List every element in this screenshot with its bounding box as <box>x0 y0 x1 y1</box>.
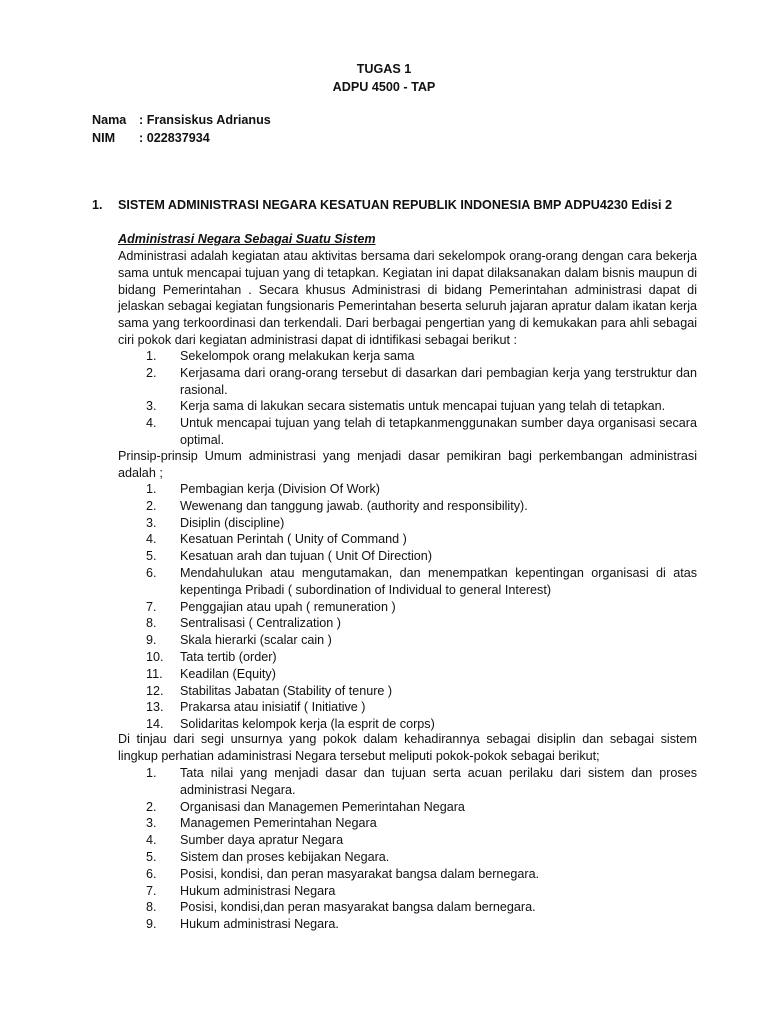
list-item-number: 12. <box>146 683 164 698</box>
list-item-text: Sistem dan proses kebijakan Negara. <box>180 849 390 864</box>
list-item <box>118 531 697 548</box>
list-item <box>118 699 697 716</box>
list-item <box>118 415 697 449</box>
list-item-number: 3. <box>146 515 157 530</box>
unsur-intro: Di tinjau dari segi unsurnya yang pokok dalam kehadirannya sebagai disiplin dan sebagai sistem lingkup perhatian adaministrasi Negara tersebut meliputi pokok-pokok sebagai berikut; <box>118 732 697 763</box>
list-item <box>118 899 697 916</box>
list-item <box>118 815 697 832</box>
list-item-number: 1. <box>146 766 157 780</box>
list-item-text: Organisasi dan Managemen Pemerintahan Negara <box>180 799 465 814</box>
list-item <box>118 916 697 933</box>
list-item-text: Pembagian kerja (Division Of Work) <box>180 482 380 496</box>
list-item-number: 7. <box>146 599 157 614</box>
list-item-number: 10. <box>146 649 164 664</box>
list-item <box>118 365 697 399</box>
list-item-text: Tata tertib (order) <box>180 649 277 664</box>
list-item-number: 4. <box>146 833 157 848</box>
list-item-number: 4. <box>146 416 157 431</box>
list-item-number: 8. <box>146 616 157 631</box>
list-item <box>118 666 697 683</box>
list-item-number: 1. <box>146 482 157 496</box>
ciri-list <box>118 348 697 449</box>
list-item-text: Kesatuan Perintah ( Unity of Command ) <box>180 532 407 547</box>
list-item <box>118 632 697 649</box>
list-item <box>118 849 697 866</box>
list-item <box>118 565 697 599</box>
list-item-text: Hukum administrasi Negara. <box>180 917 339 932</box>
list-item <box>118 866 697 883</box>
list-item-text: Untuk mencapai tujuan yang telah di tetapkanmenggunakan sumber daya organisasi secara optimal. <box>180 416 697 447</box>
list-item-number: 11. <box>146 666 163 681</box>
list-item-text: Solidaritas kelompok kerja (la esprit de corps) <box>180 717 435 732</box>
list-item-text: Skala hierarki (scalar cain ) <box>180 633 332 648</box>
list-item-number: 5. <box>146 549 157 564</box>
section-title: SISTEM ADMINISTRASI NEGARA KESATUAN REPUBLIK INDONESIA BMP ADPU4230 Edisi 2 <box>118 198 672 212</box>
list-item-number: 8. <box>146 900 157 915</box>
nim-value: : 022837934 <box>139 131 210 145</box>
list-item-text: Kerjasama dari orang-orang tersebut di dasarkan dari pembagian kerja yang terstruktur dan rasional. <box>180 365 697 397</box>
name-row <box>92 113 271 127</box>
list-item-number: 3. <box>146 816 157 831</box>
section-number: 1. <box>92 198 103 212</box>
list-item <box>118 515 697 532</box>
list-item-number: 2. <box>146 365 157 380</box>
list-item <box>118 832 697 849</box>
intro-paragraph: Administrasi adalah kegiatan atau aktivitas bersama dari sekelompok orang-orang dengan cara bekerja sama untuk mencapai tujuan yang di tetapkan. Kegiatan ini dapat dilaksanakan dalam bisnis maupun di bidang Pemerintahan . Secara khusus Administrasi di bidang Pemerintahan administrasi dapat di jelaskan sebagai kegiatan fungsionaris Pemerintahan beserta seluruh jajaran apratur dalam ikatan kerja sama yang terkoordinasi dan terkendali. Dari berbagai pengertian yang di kemukakan para ahli sebagai ciri pokok dari kegiatan administrasi dapat di idntifikasi sebagai berikut : <box>118 249 697 347</box>
list-item-number: 9. <box>146 633 157 648</box>
list-item-text: Posisi, kondisi,dan peran masyarakat bangsa dalam bernegara. <box>180 900 536 915</box>
list-item-text: Prakarsa atau inisiatif ( Initiative ) <box>180 700 366 715</box>
list-item-text: Kesatuan arah dan tujuan ( Unit Of Direction) <box>180 549 433 564</box>
list-item-text: Stabilitas Jabatan (Stability of tenure ) <box>180 683 393 698</box>
list-item <box>118 683 697 700</box>
nim-row <box>92 131 210 145</box>
list-item-text: Hukum administrasi Negara <box>180 883 336 898</box>
list-item <box>118 599 697 616</box>
list-item-number: 6. <box>146 866 157 881</box>
list-item-text: Kerja sama di lakukan secara sistematis untuk mencapai tujuan yang telah di tetapkan. <box>180 399 666 414</box>
unsur-list <box>118 765 697 933</box>
document-title: TUGAS 1 <box>356 62 412 76</box>
list-item-number: 2. <box>146 498 157 513</box>
list-item-text: Tata nilai yang menjadi dasar dan tujuan serta acuan perilaku dari sistem dan proses administrasi Negara. <box>180 766 697 797</box>
list-item-text: Penggajian atau upah ( remuneration ) <box>180 599 396 614</box>
list-item-text: Sekelompok orang melakukan kerja sama <box>180 349 415 363</box>
list-item-text: Sumber daya apratur Negara <box>180 833 344 848</box>
list-item-text: Mendahulukan atau mengutamakan, dan menempatkan kepentingan organisasi di atas kepentinga Pribadi ( subordination of Individual to general Interest) <box>180 565 697 597</box>
list-item-text: Disiplin (discipline) <box>180 515 285 530</box>
list-item <box>118 398 697 415</box>
list-item-number: 14. <box>146 717 164 732</box>
list-item <box>118 649 697 666</box>
document-subtitle: ADPU 4500 - TAP <box>332 80 436 94</box>
list-item <box>118 481 697 498</box>
list-item-number: 4. <box>146 532 157 547</box>
list-item-number: 9. <box>146 917 157 932</box>
list-item <box>118 498 697 515</box>
name-value: : Fransiskus Adrianus <box>139 113 271 127</box>
list-item-number: 3. <box>146 399 157 414</box>
list-item-number: 7. <box>146 883 157 898</box>
list-item-number: 2. <box>146 799 157 814</box>
list-item <box>118 615 697 632</box>
list-item-number: 13. <box>146 700 164 715</box>
list-item-text: Keadilan (Equity) <box>180 666 276 681</box>
section-heading <box>92 198 672 212</box>
list-item <box>118 799 697 816</box>
list-item-number: 6. <box>146 565 157 580</box>
list-item-text: Managemen Pemerintahan Negara <box>180 816 377 831</box>
prinsip-list <box>118 481 697 733</box>
list-item <box>118 348 697 365</box>
list-item-text: Wewenang dan tanggung jawab. (authority and responsibility). <box>180 498 528 513</box>
list-item-text: Posisi, kondisi, dan peran masyarakat bangsa dalam bernegara. <box>180 866 540 881</box>
section-subheading: Administrasi Negara Sebagai Suatu Sistem <box>118 232 376 246</box>
list-item <box>118 548 697 565</box>
list-item-text: Sentralisasi ( Centralization ) <box>180 616 341 631</box>
list-item <box>118 765 697 799</box>
list-item <box>118 883 697 900</box>
nim-label: NIM <box>92 131 116 145</box>
list-item-number: 5. <box>146 849 157 864</box>
list-item-number: 1. <box>146 349 157 363</box>
prinsip-intro: Prinsip-prinsip Umum administrasi yang menjadi dasar pemikiran bagi perkembangan administrasi adalah ; <box>118 449 697 480</box>
name-label: Nama <box>92 113 127 127</box>
